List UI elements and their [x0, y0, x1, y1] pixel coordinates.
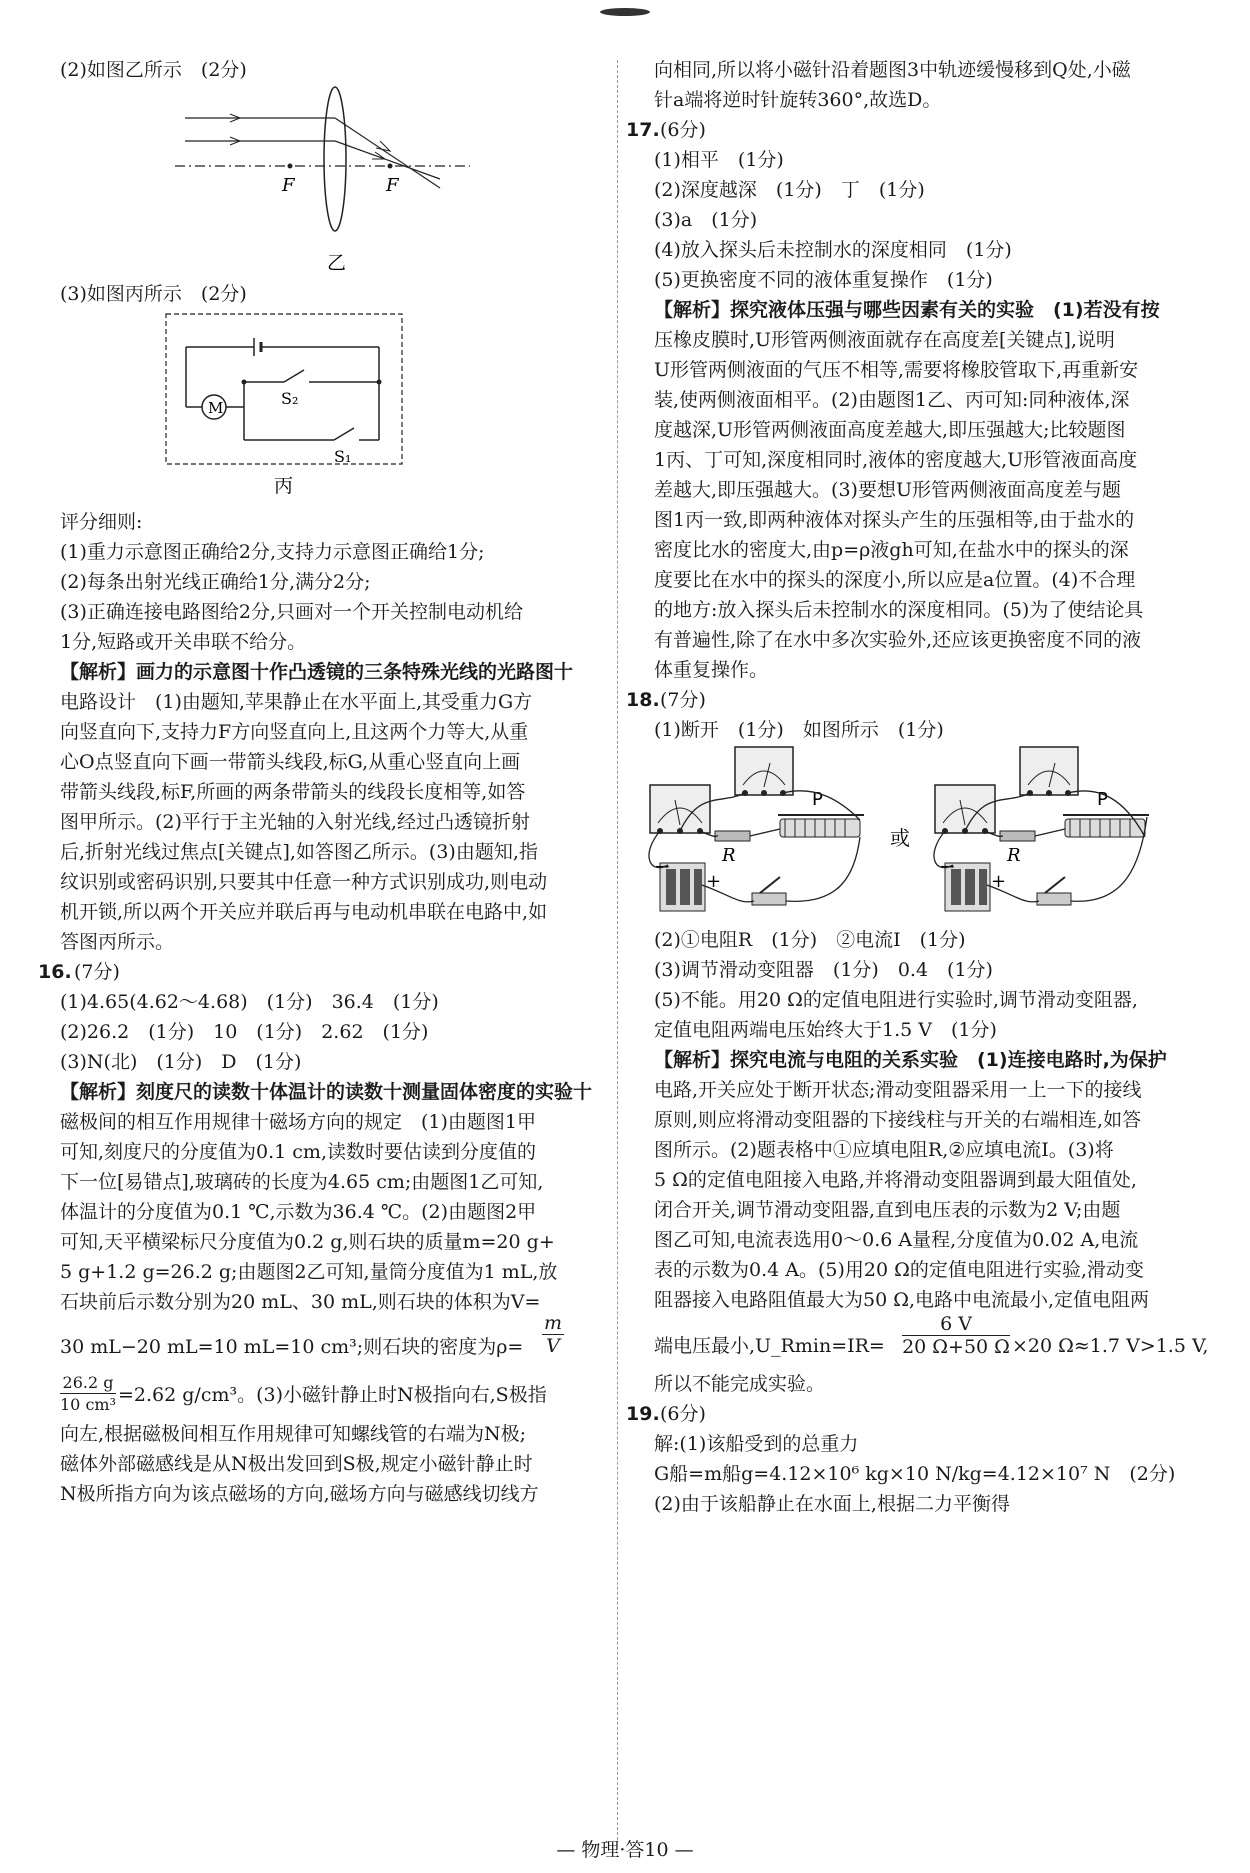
switch-s2-icon [244, 370, 379, 382]
text-line: (3)a (1分) [654, 209, 758, 231]
text-line: 密度比水的密度大,由p=ρ液gh可知,在盐水中的探头的深 [654, 539, 1129, 561]
text-line: (7分) [660, 689, 706, 711]
text-line: (5)更换密度不同的液体重复操作 (1分) [654, 269, 993, 291]
question-16-number: 16. [38, 961, 72, 983]
switch-s2-label: S₂ [281, 389, 299, 408]
circuit-pictures [640, 745, 1200, 923]
text-line: (1)4.65(4.62～4.68) (1分) 36.4 (1分) [60, 991, 439, 1013]
fraction-density [60, 1372, 116, 1415]
text-line: (7分) [74, 961, 120, 983]
fraction-voltage [902, 1313, 1010, 1358]
text-line: G船=m船g=4.12×10⁶ kg×10 N/kg=4.12×10⁷ N (2分) [654, 1463, 1176, 1485]
text-line: 体重复操作。 [654, 659, 769, 681]
text-line: 心O点竖直向下画一带箭头线段,标G,从重心竖直向上画 [60, 751, 521, 773]
text-line: 原则,则应将滑动变阻器的下接线柱与开关的右端相连,如答 [654, 1109, 1142, 1131]
text-line: 的地方:放入探头后未控制水的深度相同。(5)为了使结论具 [654, 599, 1144, 621]
resistor-label: R [1007, 845, 1021, 866]
text-line: (2)每条出射光线正确给1分,满分2分; [60, 571, 371, 593]
part3-title: (3)如图丙所示 (2分) [60, 283, 247, 305]
text-line: =2.62 g/cm³。(3)小磁针静止时N极指向右,S极指 [118, 1384, 547, 1406]
text-line: (2)①电阻R (1分) ②电流I (1分) [654, 929, 966, 951]
analysis-heading: 【解析】刻度尺的读数十体温计的读数十测量固体密度的实验十 [60, 1081, 593, 1103]
switch-s1-label: S₁ [334, 447, 352, 466]
text-line: 1分,短路或开关串联不给分。 [60, 631, 307, 653]
text-line: 图乙可知,电流表选用0～0.6 A量程,分度值为0.02 A,电流 [654, 1229, 1139, 1251]
text-line: 答图丙所示。 [60, 931, 175, 953]
text-line: 电路设计 (1)由题知,苹果静止在水平面上,其受重力G方 [60, 691, 533, 713]
text-line: (6分) [660, 119, 706, 141]
text-line: 图所示。(2)题表格中①应填电阻R,②应填电流I。(3)将 [654, 1139, 1114, 1161]
text-line: 阻器接入电路阻值最大为50 Ω,电路中电流最小,定值电阻两 [654, 1289, 1150, 1311]
switch-icon [1037, 877, 1071, 905]
text-line: (1)相平 (1分) [654, 149, 784, 171]
part2-title: (2)如图乙所示 (2分) [60, 59, 247, 81]
text-line: (1)重力示意图正确给2分,支持力示意图正确给1分; [60, 541, 485, 563]
text-line: (5)不能。用20 Ω的定值电阻进行实验时,调节滑动变阻器, [654, 989, 1138, 1011]
circuit-picture-b [934, 747, 1149, 911]
switch-icon [752, 877, 786, 905]
text-line: ×20 Ω≈1.7 V>1.5 V, [1012, 1335, 1209, 1357]
fraction-numerator: 6 V [902, 1313, 1010, 1336]
switch-s1-icon [244, 428, 379, 440]
text-line: N极所指方向为该点磁场的方向,磁场方向与磁感线切线方 [60, 1483, 539, 1505]
focus-left-label: F [282, 175, 295, 196]
text-line: 可知,刻度尺的分度值为0.1 cm,读数时要估读到分度值的 [60, 1141, 536, 1163]
text-line: 30 mL−20 mL=10 mL=10 cm³;则石块的密度为ρ= [60, 1336, 524, 1358]
question-18-number: 18. [626, 689, 660, 711]
text-line: 纹识别或密码识别,只要其中任意一种方式识别成功,则电动 [60, 871, 548, 893]
text-line: (2)由于该船静止在水面上,根据二力平衡得 [654, 1493, 1010, 1515]
text-line: (3)调节滑动变阻器 (1分) 0.4 (1分) [654, 959, 993, 981]
text-line: 有普遍性,除了在水中多次实验外,还应该更换密度不同的液 [654, 629, 1142, 651]
voltmeter-icon [650, 785, 710, 834]
text-line: 评分细则: [60, 511, 143, 533]
analysis-heading: 【解析】画力的示意图十作凸透镜的三条特殊光线的光路图十 [60, 661, 574, 683]
fraction-denominator: V [546, 1335, 560, 1357]
focus-right-dot [388, 164, 393, 169]
text-line: 石块前后示数分别为20 mL、30 mL,则石块的体积为V= [60, 1291, 541, 1313]
text-line: 所以不能完成实验。 [654, 1373, 826, 1395]
rheostat-icon [1063, 815, 1149, 837]
text-line: 差越大,即压强越大。(3)要想U形管两侧液面高度差与题 [654, 479, 1121, 501]
text-line: 度越深,U形管两侧液面高度差越大,即压强越大;比较题图 [654, 419, 1126, 441]
incident-ray-2 [185, 137, 440, 179]
text-line: 体温计的分度值为0.1 ℃,示数为36.4 ℃。(2)由题图2甲 [60, 1201, 537, 1223]
text-line: 端电压最小,U_Rmin=IR= [654, 1335, 885, 1357]
circuit-picture-a [649, 747, 864, 911]
text-line: 装,使两侧液面相平。(2)由题图1乙、丙可知:同种液体,深 [654, 389, 1130, 411]
text-line: (2)26.2 (1分) 10 (1分) 2.62 (1分) [60, 1021, 429, 1043]
top-mark [600, 8, 650, 16]
text-line: 机开锁,所以两个开关应并联后再与电动机串联在电路中,如 [60, 901, 548, 923]
text-line: 带箭头线段,标F,所画的两条带箭头的线段长度相等,如答 [60, 781, 526, 803]
question-17-number: 17. [626, 119, 660, 141]
resistor-icon [715, 831, 750, 841]
fraction-numerator: m [543, 1312, 563, 1334]
question-19-number: 19. [626, 1403, 660, 1425]
text-line: 度要比在水中的探头的深度小,所以应是a位置。(4)不合理 [654, 569, 1136, 591]
text-line: (3)正确连接电路图给2分,只画对一个开关控制电动机给 [60, 601, 524, 623]
text-line: 图1丙一致,即两种液体对探头产生的压强相等,由于盐水的 [654, 509, 1135, 531]
voltmeter-icon [935, 785, 995, 834]
focus-left-dot [288, 164, 293, 169]
plus-sign: + [706, 871, 722, 892]
text-line: 闭合开关,调节滑动变阻器,直到电压表的示数为2 V;由题 [654, 1199, 1121, 1221]
text-line: 5 g+1.2 g=26.2 g;由题图2乙可知,量筒分度值为1 mL,放 [60, 1261, 558, 1283]
analysis-heading: 【解析】探究液体压强与哪些因素有关的实验 (1)若没有按 [654, 299, 1160, 321]
text-line: 图甲所示。(2)平行于主光轴的入射光线,经过凸透镜折射 [60, 811, 530, 833]
text-line: 后,折射光线过焦点[关键点],如答图乙所示。(3)由题知,指 [60, 841, 538, 863]
incident-ray-1 [185, 114, 440, 188]
battery-icon [186, 338, 379, 356]
text-line: 解:(1)该船受到的总重力 [654, 1433, 859, 1455]
ammeter-icon [1020, 747, 1078, 796]
fraction-m-over-v [542, 1312, 564, 1357]
text-line: 5 Ω的定值电阻接入电路,并将滑动变阻器调到最大阻值处, [654, 1169, 1137, 1191]
text-line: 可知,天平横梁标尺分度值为0.2 g,则石块的质量m=20 g+ [60, 1231, 555, 1253]
or-label: 或 [890, 826, 910, 850]
text-line: 向相同,所以将小磁针沿着题图3中轨迹缓慢移到Q处,小磁 [654, 59, 1131, 81]
rheostat-icon [778, 815, 864, 837]
text-line: (3)N(北) (1分) D (1分) [60, 1051, 302, 1073]
figure-caption: 丙 [274, 475, 294, 497]
text-line: (6分) [660, 1403, 706, 1425]
text-line: 磁极间的相互作用规律十磁场方向的规定 (1)由题图1甲 [60, 1111, 537, 1133]
text-line: U形管两侧液面的气压不相等,需要将橡胶管取下,再重新安 [654, 359, 1139, 381]
text-line: 下一位[易错点],玻璃砖的长度为4.65 cm;由题图1乙可知, [60, 1171, 544, 1193]
figure-caption: 乙 [327, 252, 347, 274]
focus-right-label: F [386, 175, 399, 196]
text-line: (4)放入探头后未控制水的深度相同 (1分) [654, 239, 1012, 261]
circuit-diagram [164, 312, 464, 497]
column-separator [617, 60, 618, 1840]
text-line: 针a端将逆时针旋转360°,故选D。 [654, 89, 942, 111]
text-line: 向左,根据磁极间相互作用规律可知螺线管的右端为N极; [60, 1423, 527, 1445]
resistor-label: R [722, 845, 736, 866]
text-line: (1)断开 (1分) 如图所示 (1分) [654, 719, 944, 741]
convex-lens [324, 87, 346, 231]
slider-label: P [812, 789, 823, 810]
lens-diagram [170, 84, 490, 284]
text-line: 定值电阻两端电压始终大于1.5 V (1分) [654, 1019, 997, 1041]
text-line: (2)深度越深 (1分) 丁 (1分) [654, 179, 925, 201]
minus-sign: − [939, 854, 956, 878]
resistor-icon [1000, 831, 1035, 841]
text-line: 表的示数为0.4 A。(5)用20 Ω的定值电阻进行实验,滑动变 [654, 1259, 1144, 1281]
fraction-numerator: 26.2 g [60, 1372, 116, 1394]
plus-sign: + [991, 871, 1007, 892]
ammeter-icon [735, 747, 793, 796]
analysis-heading: 【解析】探究电流与电阻的关系实验 (1)连接电路时,为保护 [654, 1049, 1167, 1071]
text-line: 1丙、丁可知,深度相同时,液体的密度越大,U形管液面高度 [654, 449, 1138, 471]
text-line: 向竖直向下,支持力F方向竖直向上,且这两个力等大,从重 [60, 721, 529, 743]
page-footer: — 物理·答10 — [556, 1839, 694, 1861]
minus-sign: − [654, 854, 671, 878]
text-line: 压橡皮膜时,U形管两侧液面就存在高度差[关键点],说明 [654, 329, 1115, 351]
fraction-denominator: 20 Ω+50 Ω [902, 1336, 1010, 1358]
text-line: 磁体外部磁感线是从N极出发回到S极,规定小磁针静止时 [60, 1453, 533, 1475]
motor-label: M [208, 399, 224, 417]
fraction-denominator: 10 cm³ [60, 1395, 116, 1414]
slider-label: P [1097, 789, 1108, 810]
text-line: 电路,开关应处于断开状态;滑动变阻器采用一上一下的接线 [654, 1079, 1142, 1101]
